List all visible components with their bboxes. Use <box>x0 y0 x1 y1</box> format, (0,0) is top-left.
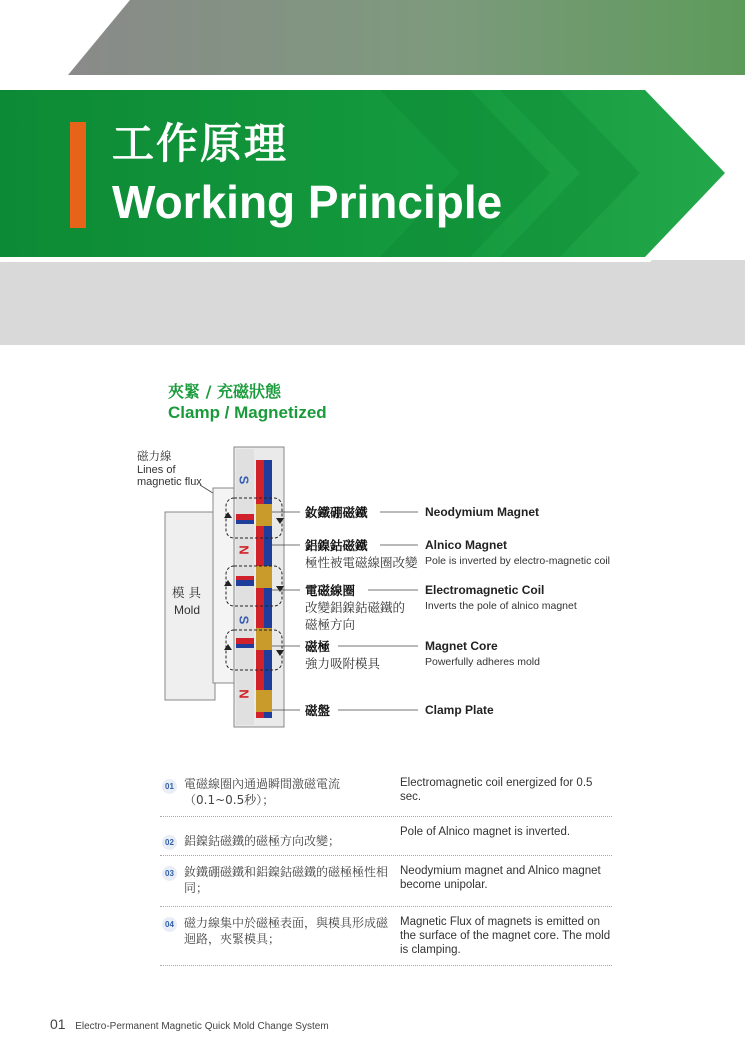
step-number: 03 <box>162 866 177 881</box>
mold-label-zh: 模 具 <box>172 585 201 600</box>
step-text-en: Electromagnetic coil energized for 0.5 sec. <box>400 777 593 803</box>
step-number: 02 <box>162 835 177 850</box>
pole-letter: S <box>236 475 252 485</box>
flux-label-zh: 磁力線 <box>137 449 172 463</box>
pole-letter: N <box>236 545 252 555</box>
label-alnico-zh: 鋁鎳鈷磁鐵 極性被電磁線圈改變 <box>305 538 418 570</box>
steps-list <box>160 770 612 966</box>
step-item <box>160 907 612 966</box>
step-item <box>160 770 612 817</box>
flux-label-en-1: Lines of <box>137 464 176 476</box>
step-text-en: Neodymium magnet and Alnico magnet become unipolar. <box>400 865 601 891</box>
step-item <box>160 856 612 907</box>
pole-letter: S <box>236 615 252 625</box>
label-neodymium-zh: 釹鐵硼磁鐵 <box>305 505 368 520</box>
label-plate-en: Clamp Plate <box>425 703 494 717</box>
page-title-zh: 工作原理 <box>112 119 289 168</box>
label-core-zh: 磁極 強力吸附模具 <box>305 639 381 671</box>
pole-letter: N <box>236 689 252 699</box>
label-neodymium-en: Neodymium Magnet <box>425 505 540 519</box>
step-number: 04 <box>162 917 177 932</box>
page-number: 01 <box>50 1016 66 1032</box>
step-text-en: Pole of Alnico magnet is inverted. <box>400 826 571 838</box>
label-plate-zh: 磁盤 <box>305 703 331 718</box>
flux-label-en-2: magnetic flux <box>137 476 202 488</box>
step-text-zh: 磁力線集中於磁極表面，與模具形成磁迴路，夾緊模具； <box>184 916 389 946</box>
step-text-en: Magnetic Flux of magnets is emitted on the surface of the magnet core. The mold is clamping. <box>400 916 611 956</box>
step-text-zh: 電磁線圈內通過瞬間激磁電流（0.1~0.5秒）； <box>184 777 341 807</box>
section-title-en: Clamp / Magnetized <box>168 403 327 422</box>
section-title-zh: 夾緊 / 充磁狀態 <box>168 382 281 401</box>
step-item <box>160 817 612 856</box>
step-number: 01 <box>162 779 177 794</box>
label-core-en: Magnet Core Powerfully adheres mold <box>425 639 540 668</box>
label-alnico-en: Alnico Magnet Pole is inverted by electro-magnetic coil <box>425 538 611 567</box>
page-title-en: Working Principle <box>112 176 503 228</box>
label-coil-en: Electromagnetic Coil Inverts the pole of alnico magnet <box>425 583 577 612</box>
step-text-zh: 鋁鎳鈷磁鐵的磁極方向改變； <box>184 834 341 848</box>
page-footer <box>50 1016 329 1032</box>
step-text-zh: 釹鐵硼磁鐵和鋁鎳鈷磁鐵的磁極極性相同； <box>184 865 389 895</box>
mold-label-en: Mold <box>174 603 201 617</box>
label-coil-zh: 電磁線圈 改變鋁鎳鈷磁鐵的 磁極方向 <box>305 583 406 632</box>
footer-text: Electro-Permanent Magnetic Quick Mold Change System <box>75 1021 329 1032</box>
